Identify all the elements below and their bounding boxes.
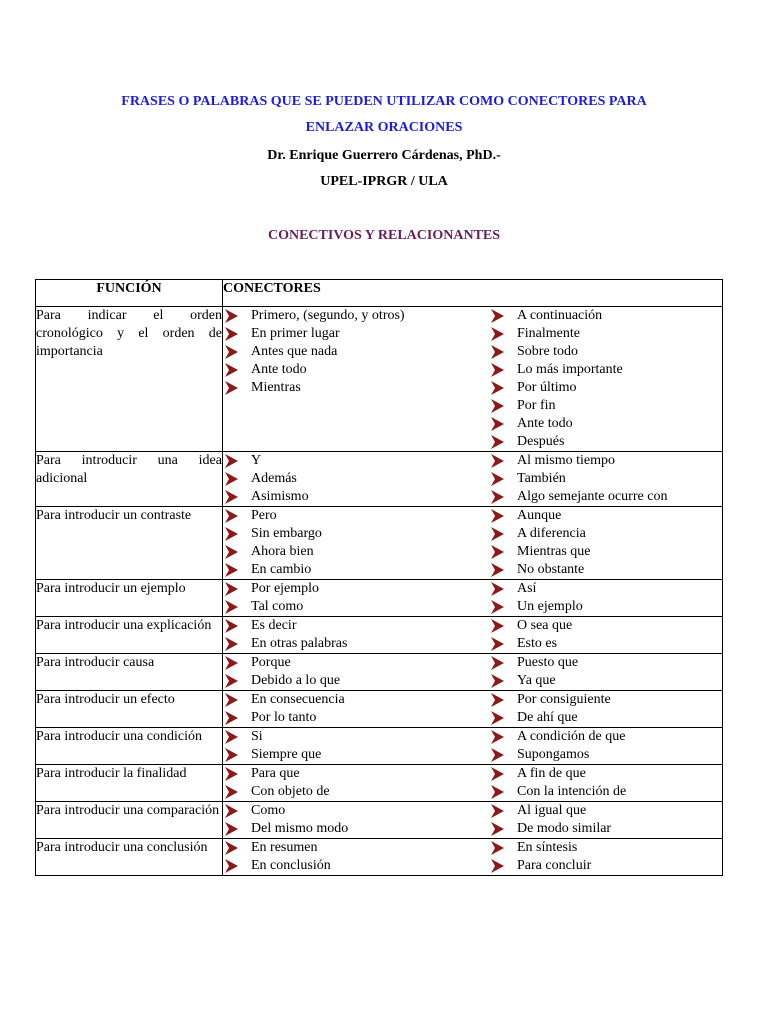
connector-text: Antes que nada [251, 344, 338, 359]
connectors-cell [223, 617, 723, 654]
connector-text: Del mismo modo [251, 821, 349, 836]
author-affiliation: UPEL-IPRGR / ULA [320, 174, 448, 189]
list-item [223, 361, 489, 379]
connector-text: Si [251, 729, 263, 744]
table-row [36, 765, 723, 802]
connector-list-right [489, 839, 722, 875]
list-item [489, 820, 722, 838]
list-item [489, 325, 722, 343]
list-item [223, 343, 489, 361]
list-item [223, 307, 489, 325]
function-cell: Para introducir un ejemplo [36, 580, 223, 617]
connector-text: Un ejemplo [517, 599, 583, 614]
arrowhead-bullet-icon [491, 490, 504, 504]
connector-text: A diferencia [517, 526, 586, 541]
arrowhead-bullet-icon [225, 509, 238, 523]
connector-text: También [517, 471, 566, 486]
connector-text: En conclusión [251, 858, 331, 873]
list-item [223, 783, 489, 801]
arrowhead-bullet-icon [225, 309, 238, 323]
connector-text: Por lo tanto [251, 710, 317, 725]
list-item [223, 765, 489, 783]
list-item [489, 746, 722, 764]
connector-list-left [223, 654, 489, 690]
connectors-columns [223, 580, 722, 616]
connector-text: Esto es [517, 636, 558, 651]
arrowhead-bullet-icon [491, 327, 504, 341]
arrowhead-bullet-icon [491, 399, 504, 413]
connector-text: Siempre que [251, 747, 322, 762]
list-item [223, 802, 489, 820]
table-row [36, 839, 723, 876]
arrowhead-bullet-icon [225, 600, 238, 614]
arrowhead-bullet-icon [225, 363, 238, 377]
list-item [489, 307, 722, 325]
arrowhead-bullet-icon [491, 435, 504, 449]
list-item [223, 488, 489, 506]
arrowhead-bullet-icon [225, 693, 238, 707]
connector-text: De ahí que [517, 710, 578, 725]
arrowhead-bullet-icon [225, 748, 238, 762]
arrowhead-bullet-icon [225, 490, 238, 504]
arrowhead-bullet-icon [491, 454, 504, 468]
table-row [36, 728, 723, 765]
connector-text: Por consiguiente [517, 692, 611, 707]
connector-text: Supongamos [517, 747, 590, 762]
connector-list-left [223, 507, 489, 579]
list-item [489, 343, 722, 361]
connector-list-right [489, 802, 722, 838]
connector-list-right [489, 691, 722, 727]
arrowhead-bullet-icon [225, 656, 238, 670]
list-item [489, 470, 722, 488]
arrowhead-bullet-icon [491, 619, 504, 633]
list-item [223, 598, 489, 616]
section-heading: CONECTIVOS Y RELACIONANTES [267, 228, 501, 243]
arrowhead-bullet-icon [225, 841, 238, 855]
list-item [223, 543, 489, 561]
connector-text: Para que [251, 766, 300, 781]
arrowhead-bullet-icon [225, 472, 238, 486]
connector-list-right [489, 617, 722, 653]
connectors-columns [223, 654, 722, 690]
connector-text: Por ejemplo [251, 581, 320, 596]
connectors-columns [223, 691, 722, 727]
connectors-columns [223, 728, 722, 764]
connectors-cell [223, 691, 723, 728]
function-cell: Para introducir causa [36, 654, 223, 691]
list-item [223, 561, 489, 579]
list-item [223, 728, 489, 746]
list-item [489, 561, 722, 579]
list-item [223, 325, 489, 343]
connector-text: En otras palabras [251, 636, 348, 651]
connector-text: Además [251, 471, 297, 486]
connector-list-left [223, 839, 489, 875]
table-row [36, 617, 723, 654]
list-item [223, 617, 489, 635]
table-row [36, 802, 723, 839]
arrowhead-bullet-icon [491, 785, 504, 799]
connector-text: De modo similar [517, 821, 612, 836]
arrowhead-bullet-icon [225, 804, 238, 818]
arrowhead-bullet-icon [225, 545, 238, 559]
list-item [223, 839, 489, 857]
connector-list-right [489, 580, 722, 616]
list-item [489, 433, 722, 451]
list-item [489, 672, 722, 690]
arrowhead-bullet-icon [491, 656, 504, 670]
table-header-row [36, 280, 723, 307]
arrowhead-bullet-icon [491, 309, 504, 323]
connector-text: Como [251, 803, 286, 818]
document-title-line-2: ENLAZAR ORACIONES [305, 120, 463, 135]
list-item [489, 525, 722, 543]
arrowhead-bullet-icon [491, 748, 504, 762]
function-cell: Para introducir una idea adicional [36, 452, 223, 507]
list-item [223, 857, 489, 875]
list-item [223, 379, 489, 397]
connectors-cell [223, 654, 723, 691]
connector-text: Lo más importante [517, 362, 623, 377]
arrowhead-bullet-icon [491, 804, 504, 818]
list-item [223, 709, 489, 727]
arrowhead-bullet-icon [225, 822, 238, 836]
arrowhead-bullet-icon [491, 472, 504, 486]
connector-text: Mientras que [517, 544, 591, 559]
connector-list-right [489, 507, 722, 579]
connector-text: Finalmente [517, 326, 580, 341]
list-item [489, 783, 722, 801]
connectors-cell [223, 307, 723, 452]
arrowhead-bullet-icon [225, 327, 238, 341]
connectors-columns [223, 839, 722, 875]
list-item [489, 543, 722, 561]
table-row [36, 691, 723, 728]
function-cell: Para introducir una explicación [36, 617, 223, 654]
arrowhead-bullet-icon [225, 711, 238, 725]
list-item [489, 709, 722, 727]
arrowhead-bullet-icon [491, 730, 504, 744]
arrowhead-bullet-icon [491, 841, 504, 855]
connectors-cell [223, 580, 723, 617]
list-item [489, 617, 722, 635]
list-item [489, 598, 722, 616]
function-column-header: FUNCIÓN [36, 280, 223, 307]
connector-list-left [223, 802, 489, 838]
function-cell: Para introducir una conclusión [36, 839, 223, 876]
table-body [36, 307, 723, 876]
connectors-columns [223, 617, 722, 653]
connector-text: A continuación [517, 308, 603, 323]
connectors-cell [223, 728, 723, 765]
connector-text: Sin embargo [251, 526, 322, 541]
arrowhead-bullet-icon [491, 711, 504, 725]
list-item [489, 728, 722, 746]
connectors-columns [223, 802, 722, 838]
connector-text: Pero [251, 508, 277, 523]
connectors-column-header: CONECTORES [223, 280, 723, 307]
connector-text: Primero, (segundo, y otros) [251, 308, 405, 323]
connector-text: Mientras [251, 380, 301, 395]
arrowhead-bullet-icon [225, 527, 238, 541]
connector-text: Porque [251, 655, 291, 670]
table-row [36, 307, 723, 452]
connectors-table [35, 279, 723, 876]
connector-text: Por fin [517, 398, 556, 413]
list-item [489, 802, 722, 820]
arrowhead-bullet-icon [491, 767, 504, 781]
connectors-cell [223, 765, 723, 802]
connector-text: Debido a lo que [251, 673, 341, 688]
document-title-line-1: FRASES O PALABRAS QUE SE PUEDEN UTILIZAR COMO CONECTORES PARA [121, 94, 647, 109]
connector-text: En resumen [251, 840, 318, 855]
arrowhead-bullet-icon [225, 785, 238, 799]
arrowhead-bullet-icon [491, 417, 504, 431]
connector-text: Puesto que [517, 655, 579, 670]
connector-text: Así [517, 581, 537, 596]
list-item [489, 635, 722, 653]
list-item [489, 415, 722, 433]
connector-text: Sobre todo [517, 344, 579, 359]
connectors-columns [223, 307, 722, 451]
list-item [489, 507, 722, 525]
connector-list-left [223, 617, 489, 653]
arrowhead-bullet-icon [225, 345, 238, 359]
connector-text: O sea que [517, 618, 573, 633]
connector-text: Para concluir [517, 858, 592, 873]
connector-text: Después [517, 434, 565, 449]
list-item [489, 488, 722, 506]
table-row [36, 452, 723, 507]
arrowhead-bullet-icon [491, 582, 504, 596]
arrowhead-bullet-icon [491, 509, 504, 523]
connector-text: En primer lugar [251, 326, 340, 341]
list-item [223, 820, 489, 838]
list-item [223, 507, 489, 525]
connector-text: Asimismo [251, 489, 309, 504]
list-item [223, 525, 489, 543]
function-cell: Para introducir un contraste [36, 507, 223, 580]
arrowhead-bullet-icon [225, 563, 238, 577]
connector-text: En cambio [251, 562, 312, 577]
connector-list-right [489, 307, 722, 451]
arrowhead-bullet-icon [491, 563, 504, 577]
connector-list-left [223, 580, 489, 616]
list-item [223, 635, 489, 653]
function-cell: Para introducir una condición [36, 728, 223, 765]
connectors-cell [223, 507, 723, 580]
arrowhead-bullet-icon [491, 693, 504, 707]
connector-text: Algo semejante ocurre con [517, 489, 668, 504]
connector-list-left [223, 307, 489, 451]
function-cell: Para introducir una comparación [36, 802, 223, 839]
arrowhead-bullet-icon [491, 674, 504, 688]
arrowhead-bullet-icon [225, 730, 238, 744]
list-item [489, 397, 722, 415]
arrowhead-bullet-icon [491, 637, 504, 651]
connector-text: Al mismo tiempo [517, 453, 615, 468]
arrowhead-bullet-icon [491, 545, 504, 559]
table-row [36, 654, 723, 691]
list-item [223, 580, 489, 598]
author-name: Dr. Enrique Guerrero Cárdenas, PhD.- [267, 148, 501, 163]
connector-text: Con objeto de [251, 784, 330, 799]
list-item [489, 379, 722, 397]
connector-list-left [223, 765, 489, 801]
connector-text: Tal como [251, 599, 304, 614]
connector-text: Ante todo [517, 416, 573, 431]
list-item [489, 839, 722, 857]
connector-list-left [223, 691, 489, 727]
connector-text: A condición de que [517, 729, 626, 744]
arrowhead-bullet-icon [225, 767, 238, 781]
connector-text: No obstante [517, 562, 585, 577]
arrowhead-bullet-icon [491, 822, 504, 836]
list-item [223, 470, 489, 488]
connectors-columns [223, 452, 722, 506]
function-cell: Para indicar el orden cronológico y el orden de importancia [36, 307, 223, 452]
arrowhead-bullet-icon [225, 619, 238, 633]
table-row [36, 580, 723, 617]
connector-text: En síntesis [517, 840, 578, 855]
connector-text: Aunque [517, 508, 562, 523]
connector-text: Al igual que [517, 803, 587, 818]
list-item [223, 746, 489, 764]
connectors-columns [223, 765, 722, 801]
list-item [223, 654, 489, 672]
table-row [36, 507, 723, 580]
connector-list-left [223, 452, 489, 506]
connector-text: Ya que [517, 673, 556, 688]
list-item [223, 672, 489, 690]
arrowhead-bullet-icon [491, 859, 504, 873]
function-cell: Para introducir la finalidad [36, 765, 223, 802]
connector-text: Ante todo [251, 362, 307, 377]
list-item [489, 580, 722, 598]
function-cell: Para introducir un efecto [36, 691, 223, 728]
arrowhead-bullet-icon [225, 637, 238, 651]
connectors-cell [223, 802, 723, 839]
arrowhead-bullet-icon [225, 859, 238, 873]
arrowhead-bullet-icon [491, 345, 504, 359]
arrowhead-bullet-icon [225, 454, 238, 468]
connector-list-left [223, 728, 489, 764]
arrowhead-bullet-icon [491, 527, 504, 541]
arrowhead-bullet-icon [225, 582, 238, 596]
list-item [223, 452, 489, 470]
connector-text: Y [251, 453, 262, 468]
list-item [223, 691, 489, 709]
arrowhead-bullet-icon [491, 381, 504, 395]
arrowhead-bullet-icon [491, 363, 504, 377]
connector-text: Es decir [251, 618, 297, 633]
list-item [489, 691, 722, 709]
arrowhead-bullet-icon [491, 600, 504, 614]
connectors-cell [223, 452, 723, 507]
arrowhead-bullet-icon [225, 674, 238, 688]
connectors-cell [223, 839, 723, 876]
connector-text: A fin de que [517, 766, 586, 781]
connector-text: Con la intención de [517, 784, 627, 799]
connector-list-right [489, 654, 722, 690]
connector-list-right [489, 452, 722, 506]
connector-text: Ahora bien [251, 544, 314, 559]
list-item [489, 654, 722, 672]
connector-text: En consecuencia [251, 692, 345, 707]
arrowhead-bullet-icon [225, 381, 238, 395]
list-item [489, 361, 722, 379]
list-item [489, 857, 722, 875]
list-item [489, 765, 722, 783]
connectors-columns [223, 507, 722, 579]
connector-list-right [489, 728, 722, 764]
connector-list-right [489, 765, 722, 801]
connector-text: Por último [517, 380, 577, 395]
list-item [489, 452, 722, 470]
